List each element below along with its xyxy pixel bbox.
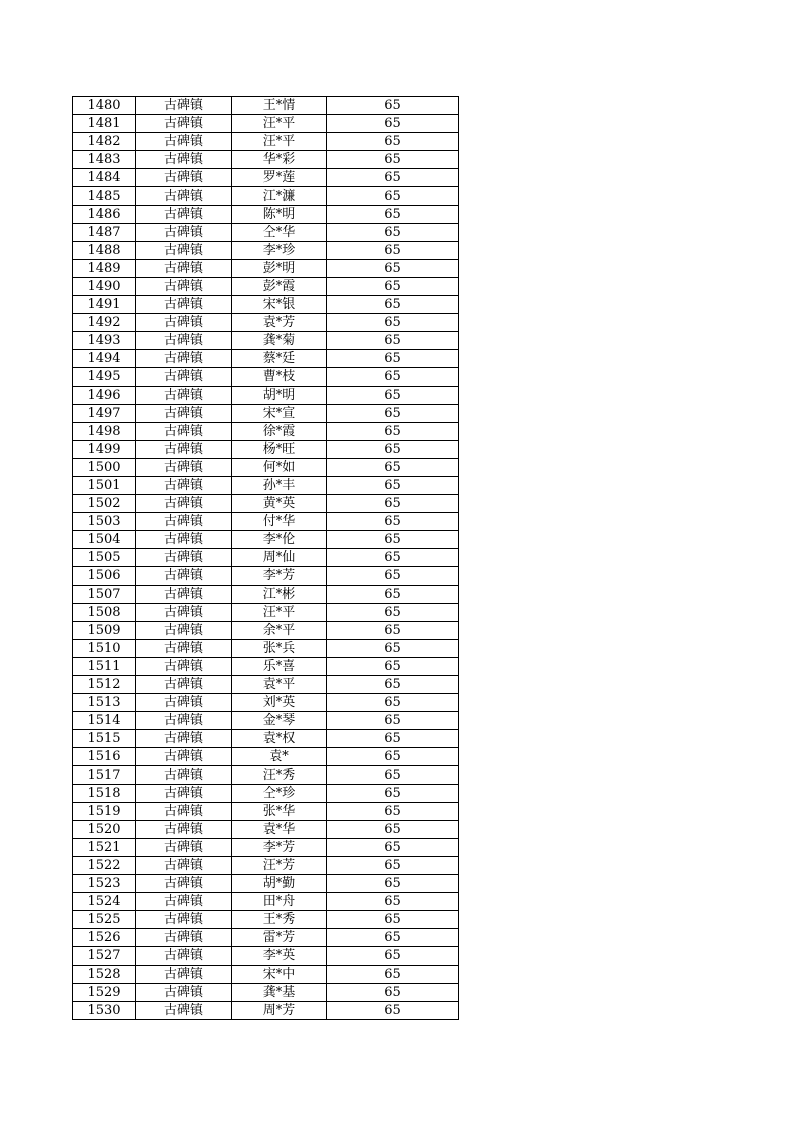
cell-id: 1530 xyxy=(73,1001,136,1019)
cell-id: 1489 xyxy=(73,259,136,277)
table-row xyxy=(73,241,459,259)
cell-id: 1493 xyxy=(73,332,136,350)
cell-name: 宋*中 xyxy=(232,965,327,983)
cell-amount: 65 xyxy=(327,151,459,169)
table-row xyxy=(73,368,459,386)
cell-amount: 65 xyxy=(327,802,459,820)
table-row xyxy=(73,223,459,241)
cell-name: 宋*银 xyxy=(232,296,327,314)
table-row xyxy=(73,476,459,494)
cell-id: 1488 xyxy=(73,241,136,259)
cell-town: 古碑镇 xyxy=(136,856,232,874)
cell-name: 张*兵 xyxy=(232,639,327,657)
cell-town: 古碑镇 xyxy=(136,639,232,657)
cell-name: 张*华 xyxy=(232,802,327,820)
cell-amount: 65 xyxy=(327,784,459,802)
cell-amount: 65 xyxy=(327,187,459,205)
cell-id: 1497 xyxy=(73,404,136,422)
cell-name: 刘*英 xyxy=(232,694,327,712)
cell-amount: 65 xyxy=(327,259,459,277)
cell-town: 古碑镇 xyxy=(136,205,232,223)
cell-town: 古碑镇 xyxy=(136,404,232,422)
cell-amount: 65 xyxy=(327,386,459,404)
cell-town: 古碑镇 xyxy=(136,965,232,983)
cell-id: 1483 xyxy=(73,151,136,169)
cell-town: 古碑镇 xyxy=(136,386,232,404)
cell-town: 古碑镇 xyxy=(136,97,232,115)
cell-amount: 65 xyxy=(327,712,459,730)
cell-name: 乐*喜 xyxy=(232,657,327,675)
cell-amount: 65 xyxy=(327,531,459,549)
cell-name: 汪*平 xyxy=(232,115,327,133)
cell-name: 陈*明 xyxy=(232,205,327,223)
cell-name: 罗*莲 xyxy=(232,169,327,187)
cell-town: 古碑镇 xyxy=(136,241,232,259)
table-row xyxy=(73,458,459,476)
cell-name: 王*秀 xyxy=(232,911,327,929)
cell-name: 仝*珍 xyxy=(232,784,327,802)
cell-amount: 65 xyxy=(327,476,459,494)
cell-amount: 65 xyxy=(327,513,459,531)
cell-name: 杨*旺 xyxy=(232,440,327,458)
cell-id: 1522 xyxy=(73,856,136,874)
cell-town: 古碑镇 xyxy=(136,748,232,766)
cell-name: 彭*明 xyxy=(232,259,327,277)
cell-amount: 65 xyxy=(327,549,459,567)
cell-id: 1512 xyxy=(73,676,136,694)
cell-id: 1505 xyxy=(73,549,136,567)
table-row xyxy=(73,856,459,874)
cell-name: 袁*芳 xyxy=(232,314,327,332)
cell-id: 1511 xyxy=(73,657,136,675)
cell-id: 1504 xyxy=(73,531,136,549)
cell-amount: 65 xyxy=(327,983,459,1001)
cell-id: 1520 xyxy=(73,820,136,838)
table-body xyxy=(73,97,459,1020)
cell-id: 1481 xyxy=(73,115,136,133)
cell-name: 雷*芳 xyxy=(232,929,327,947)
cell-amount: 65 xyxy=(327,169,459,187)
cell-name: 王*情 xyxy=(232,97,327,115)
table-row xyxy=(73,893,459,911)
cell-id: 1509 xyxy=(73,621,136,639)
cell-name: 汪*芳 xyxy=(232,856,327,874)
cell-amount: 65 xyxy=(327,277,459,295)
cell-amount: 65 xyxy=(327,241,459,259)
cell-name: 周*芳 xyxy=(232,1001,327,1019)
table-row xyxy=(73,205,459,223)
cell-amount: 65 xyxy=(327,458,459,476)
cell-town: 古碑镇 xyxy=(136,368,232,386)
cell-town: 古碑镇 xyxy=(136,549,232,567)
cell-town: 古碑镇 xyxy=(136,694,232,712)
cell-id: 1519 xyxy=(73,802,136,820)
cell-town: 古碑镇 xyxy=(136,476,232,494)
cell-id: 1529 xyxy=(73,983,136,1001)
cell-amount: 65 xyxy=(327,929,459,947)
cell-amount: 65 xyxy=(327,440,459,458)
cell-id: 1500 xyxy=(73,458,136,476)
cell-id: 1499 xyxy=(73,440,136,458)
cell-id: 1514 xyxy=(73,712,136,730)
cell-town: 古碑镇 xyxy=(136,458,232,476)
cell-name: 宋*宣 xyxy=(232,404,327,422)
cell-town: 古碑镇 xyxy=(136,947,232,965)
cell-name: 袁* xyxy=(232,748,327,766)
cell-name: 徐*霞 xyxy=(232,422,327,440)
cell-id: 1518 xyxy=(73,784,136,802)
cell-amount: 65 xyxy=(327,585,459,603)
table-row xyxy=(73,386,459,404)
table-row xyxy=(73,350,459,368)
cell-id: 1528 xyxy=(73,965,136,983)
data-table xyxy=(72,96,459,1020)
cell-amount: 65 xyxy=(327,205,459,223)
cell-town: 古碑镇 xyxy=(136,332,232,350)
cell-town: 古碑镇 xyxy=(136,838,232,856)
table-row xyxy=(73,784,459,802)
table-row xyxy=(73,676,459,694)
cell-name: 李*芳 xyxy=(232,567,327,585)
table-row xyxy=(73,97,459,115)
table-row xyxy=(73,911,459,929)
cell-name: 黄*英 xyxy=(232,495,327,513)
cell-town: 古碑镇 xyxy=(136,513,232,531)
cell-amount: 65 xyxy=(327,748,459,766)
cell-town: 古碑镇 xyxy=(136,531,232,549)
cell-amount: 65 xyxy=(327,603,459,621)
table-row xyxy=(73,802,459,820)
table-row xyxy=(73,712,459,730)
cell-amount: 65 xyxy=(327,639,459,657)
cell-id: 1517 xyxy=(73,766,136,784)
cell-id: 1526 xyxy=(73,929,136,947)
cell-town: 古碑镇 xyxy=(136,712,232,730)
cell-town: 古碑镇 xyxy=(136,820,232,838)
cell-town: 古碑镇 xyxy=(136,223,232,241)
cell-town: 古碑镇 xyxy=(136,766,232,784)
cell-amount: 65 xyxy=(327,893,459,911)
cell-name: 李*芳 xyxy=(232,838,327,856)
table-row xyxy=(73,983,459,1001)
table-row xyxy=(73,495,459,513)
table-row xyxy=(73,296,459,314)
cell-town: 古碑镇 xyxy=(136,676,232,694)
cell-name: 胡*明 xyxy=(232,386,327,404)
cell-name: 曹*枝 xyxy=(232,368,327,386)
table-row xyxy=(73,531,459,549)
cell-name: 蔡*廷 xyxy=(232,350,327,368)
table-row xyxy=(73,730,459,748)
cell-name: 袁*华 xyxy=(232,820,327,838)
cell-amount: 65 xyxy=(327,350,459,368)
cell-town: 古碑镇 xyxy=(136,983,232,1001)
table-row xyxy=(73,585,459,603)
cell-town: 古碑镇 xyxy=(136,259,232,277)
cell-id: 1524 xyxy=(73,893,136,911)
cell-name: 何*如 xyxy=(232,458,327,476)
cell-amount: 65 xyxy=(327,875,459,893)
cell-amount: 65 xyxy=(327,856,459,874)
cell-town: 古碑镇 xyxy=(136,187,232,205)
table-row xyxy=(73,1001,459,1019)
cell-amount: 65 xyxy=(327,97,459,115)
cell-town: 古碑镇 xyxy=(136,115,232,133)
table-row xyxy=(73,621,459,639)
cell-amount: 65 xyxy=(327,911,459,929)
table-row xyxy=(73,657,459,675)
cell-amount: 65 xyxy=(327,495,459,513)
cell-id: 1487 xyxy=(73,223,136,241)
cell-id: 1510 xyxy=(73,639,136,657)
cell-id: 1516 xyxy=(73,748,136,766)
cell-amount: 65 xyxy=(327,766,459,784)
table-row xyxy=(73,549,459,567)
cell-id: 1523 xyxy=(73,875,136,893)
cell-id: 1492 xyxy=(73,314,136,332)
cell-id: 1527 xyxy=(73,947,136,965)
cell-id: 1502 xyxy=(73,495,136,513)
cell-id: 1525 xyxy=(73,911,136,929)
cell-amount: 65 xyxy=(327,730,459,748)
cell-town: 古碑镇 xyxy=(136,495,232,513)
cell-name: 汪*平 xyxy=(232,133,327,151)
table-row xyxy=(73,567,459,585)
table-row xyxy=(73,115,459,133)
cell-amount: 65 xyxy=(327,694,459,712)
table-row xyxy=(73,748,459,766)
table-row xyxy=(73,259,459,277)
cell-name: 仝*华 xyxy=(232,223,327,241)
cell-id: 1498 xyxy=(73,422,136,440)
cell-town: 古碑镇 xyxy=(136,802,232,820)
cell-name: 袁*平 xyxy=(232,676,327,694)
cell-name: 彭*霞 xyxy=(232,277,327,295)
cell-town: 古碑镇 xyxy=(136,440,232,458)
cell-town: 古碑镇 xyxy=(136,929,232,947)
cell-amount: 65 xyxy=(327,422,459,440)
table-row xyxy=(73,133,459,151)
table-row xyxy=(73,965,459,983)
cell-town: 古碑镇 xyxy=(136,350,232,368)
cell-id: 1490 xyxy=(73,277,136,295)
cell-town: 古碑镇 xyxy=(136,621,232,639)
cell-id: 1482 xyxy=(73,133,136,151)
cell-id: 1503 xyxy=(73,513,136,531)
cell-town: 古碑镇 xyxy=(136,875,232,893)
cell-town: 古碑镇 xyxy=(136,567,232,585)
table-row xyxy=(73,422,459,440)
cell-name: 田*舟 xyxy=(232,893,327,911)
table-row xyxy=(73,929,459,947)
table-row xyxy=(73,766,459,784)
cell-id: 1486 xyxy=(73,205,136,223)
table-row xyxy=(73,404,459,422)
cell-id: 1501 xyxy=(73,476,136,494)
table-row xyxy=(73,603,459,621)
cell-town: 古碑镇 xyxy=(136,893,232,911)
cell-town: 古碑镇 xyxy=(136,422,232,440)
cell-amount: 65 xyxy=(327,296,459,314)
cell-town: 古碑镇 xyxy=(136,277,232,295)
table-row xyxy=(73,820,459,838)
table-row xyxy=(73,694,459,712)
cell-name: 江*濂 xyxy=(232,187,327,205)
cell-name: 孙*丰 xyxy=(232,476,327,494)
cell-amount: 65 xyxy=(327,133,459,151)
cell-town: 古碑镇 xyxy=(136,784,232,802)
cell-amount: 65 xyxy=(327,223,459,241)
cell-name: 汪*平 xyxy=(232,603,327,621)
cell-town: 古碑镇 xyxy=(136,585,232,603)
cell-amount: 65 xyxy=(327,621,459,639)
cell-town: 古碑镇 xyxy=(136,603,232,621)
cell-id: 1506 xyxy=(73,567,136,585)
cell-id: 1496 xyxy=(73,386,136,404)
cell-amount: 65 xyxy=(327,368,459,386)
cell-amount: 65 xyxy=(327,676,459,694)
cell-town: 古碑镇 xyxy=(136,314,232,332)
cell-town: 古碑镇 xyxy=(136,730,232,748)
cell-amount: 65 xyxy=(327,947,459,965)
cell-town: 古碑镇 xyxy=(136,133,232,151)
cell-id: 1507 xyxy=(73,585,136,603)
cell-amount: 65 xyxy=(327,820,459,838)
table-row xyxy=(73,513,459,531)
table-row xyxy=(73,151,459,169)
table-row xyxy=(73,838,459,856)
table-row xyxy=(73,639,459,657)
cell-name: 李*英 xyxy=(232,947,327,965)
cell-name: 周*仙 xyxy=(232,549,327,567)
cell-amount: 65 xyxy=(327,1001,459,1019)
cell-amount: 65 xyxy=(327,567,459,585)
cell-id: 1480 xyxy=(73,97,136,115)
table-row xyxy=(73,947,459,965)
cell-id: 1484 xyxy=(73,169,136,187)
cell-amount: 65 xyxy=(327,965,459,983)
cell-name: 李*珍 xyxy=(232,241,327,259)
cell-amount: 65 xyxy=(327,314,459,332)
cell-amount: 65 xyxy=(327,657,459,675)
cell-amount: 65 xyxy=(327,838,459,856)
cell-id: 1521 xyxy=(73,838,136,856)
cell-id: 1485 xyxy=(73,187,136,205)
cell-town: 古碑镇 xyxy=(136,296,232,314)
table-row xyxy=(73,187,459,205)
cell-name: 江*彬 xyxy=(232,585,327,603)
cell-id: 1515 xyxy=(73,730,136,748)
cell-amount: 65 xyxy=(327,404,459,422)
cell-id: 1491 xyxy=(73,296,136,314)
table-row xyxy=(73,314,459,332)
table-row xyxy=(73,440,459,458)
cell-name: 汪*秀 xyxy=(232,766,327,784)
cell-town: 古碑镇 xyxy=(136,151,232,169)
cell-name: 金*琴 xyxy=(232,712,327,730)
cell-town: 古碑镇 xyxy=(136,657,232,675)
cell-name: 付*华 xyxy=(232,513,327,531)
cell-id: 1494 xyxy=(73,350,136,368)
cell-name: 余*平 xyxy=(232,621,327,639)
cell-town: 古碑镇 xyxy=(136,1001,232,1019)
cell-name: 李*伦 xyxy=(232,531,327,549)
cell-name: 华*彩 xyxy=(232,151,327,169)
cell-amount: 65 xyxy=(327,115,459,133)
table-row xyxy=(73,277,459,295)
cell-id: 1508 xyxy=(73,603,136,621)
cell-name: 龚*菊 xyxy=(232,332,327,350)
cell-name: 胡*勤 xyxy=(232,875,327,893)
table-row xyxy=(73,169,459,187)
cell-name: 龚*基 xyxy=(232,983,327,1001)
table-row xyxy=(73,875,459,893)
cell-id: 1513 xyxy=(73,694,136,712)
cell-amount: 65 xyxy=(327,332,459,350)
cell-id: 1495 xyxy=(73,368,136,386)
cell-town: 古碑镇 xyxy=(136,169,232,187)
table-row xyxy=(73,332,459,350)
cell-name: 袁*权 xyxy=(232,730,327,748)
cell-town: 古碑镇 xyxy=(136,911,232,929)
